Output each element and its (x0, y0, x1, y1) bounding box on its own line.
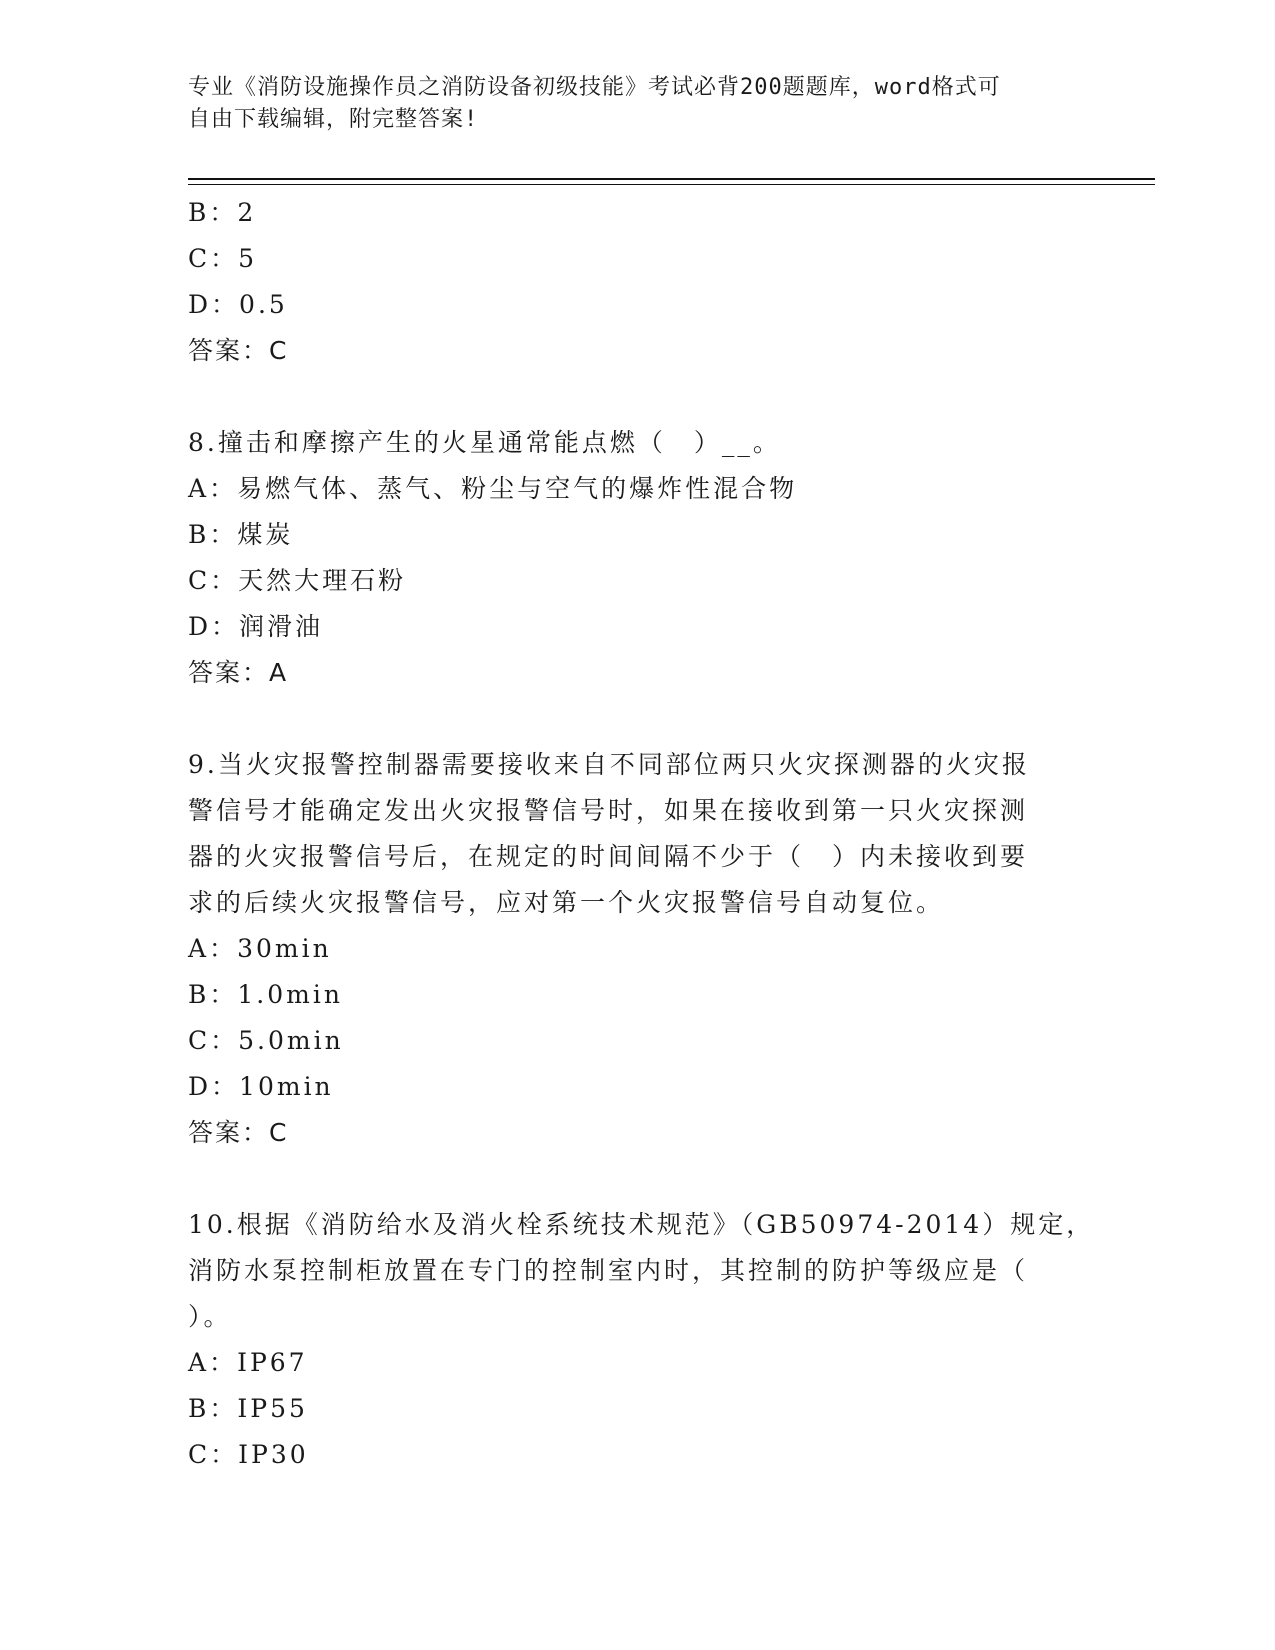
option-text: 2 (237, 198, 257, 227)
answer-line: 答案：C (188, 1118, 289, 1147)
option-text: IP30 (238, 1440, 309, 1469)
option-a (188, 926, 1088, 972)
option-text: 煤炭 (237, 520, 294, 549)
question-7-tail (188, 190, 1088, 374)
option-b (188, 1386, 1088, 1432)
option-label: B： (188, 1394, 238, 1423)
option-label: C： (188, 566, 239, 595)
spacer (188, 1156, 1088, 1202)
option-label: B： (188, 198, 238, 227)
question-content (188, 190, 1095, 1478)
option-label: A： (188, 934, 238, 963)
option-text: 30min (237, 934, 332, 963)
option-text: 5.0min (238, 1026, 344, 1055)
question-10 (188, 1202, 1095, 1478)
option-text: 1.0min (237, 980, 343, 1009)
option-text: 10min (239, 1072, 334, 1101)
option-b (188, 190, 1088, 236)
question-text-line-3: ）。 (188, 1302, 232, 1331)
option-text: 0.5 (239, 290, 288, 319)
option-label: A： (188, 474, 238, 503)
header-line-2: 自由下载编辑，附完整答案! (188, 107, 479, 132)
option-a (188, 1340, 1088, 1386)
question-9 (188, 742, 1088, 1156)
option-d (188, 604, 1088, 650)
option-text: 润滑油 (239, 612, 324, 641)
option-d (188, 282, 1088, 328)
spacer (188, 696, 1088, 742)
option-c (188, 558, 1088, 604)
answer-line: 答案：A (188, 658, 289, 687)
option-label: D： (188, 290, 240, 319)
question-text: 8.撞击和摩擦产生的火星通常能点燃（ ）__。 (188, 428, 781, 457)
question-text-line-3: 器的火灾报警信号后，在规定的时间间隔不少于（ ）内未接收到要 (188, 842, 1029, 871)
question-text-line-4: 求的后续火灾报警信号，应对第一个火灾报警信号自动复位。 (188, 888, 945, 917)
option-label: C： (188, 1440, 239, 1469)
option-label: A： (188, 1348, 238, 1377)
option-c (188, 236, 1088, 282)
question-text-line-1: 10.根据《消防给水及消火栓系统技术规范》（GB50974-2014）规定， (188, 1210, 1095, 1239)
question-text-line-2: 警信号才能确定发出火灾报警信号时，如果在接收到第一只火灾探测 (188, 796, 1029, 825)
option-label: B： (188, 980, 238, 1009)
question-8 (188, 420, 1088, 696)
option-text: IP67 (237, 1348, 308, 1377)
option-label: C： (188, 244, 239, 273)
option-c (188, 1018, 1088, 1064)
option-a (188, 466, 1088, 512)
spacer (188, 374, 1088, 420)
option-b (188, 972, 1088, 1018)
question-text-line-2: 消防水泵控制柜放置在专门的控制室内时，其控制的防护等级应是（ (188, 1256, 1029, 1285)
option-c (188, 1432, 1088, 1478)
answer-line: 答案：C (188, 336, 289, 365)
option-text: 天然大理石粉 (238, 566, 407, 595)
header-rule-thin (188, 184, 1155, 185)
option-label: D： (188, 1072, 240, 1101)
option-text: 易燃气体、蒸气、粉尘与空气的爆炸性混合物 (237, 474, 798, 503)
option-label: C： (188, 1026, 239, 1055)
option-text: 5 (238, 244, 258, 273)
document-header (188, 72, 1068, 136)
question-text-line-1: 9.当火灾报警控制器需要接收来自不同部位两只火灾探测器的火灾报 (188, 750, 1030, 779)
option-d (188, 1064, 1088, 1110)
header-rule-thick (188, 178, 1155, 180)
option-text: IP55 (237, 1394, 308, 1423)
option-b (188, 512, 1088, 558)
option-label: D： (188, 612, 240, 641)
option-label: B： (188, 520, 238, 549)
header-line-1: 专业《消防设施操作员之消防设备初级技能》考试必背200题题库，word格式可 (188, 75, 1001, 100)
